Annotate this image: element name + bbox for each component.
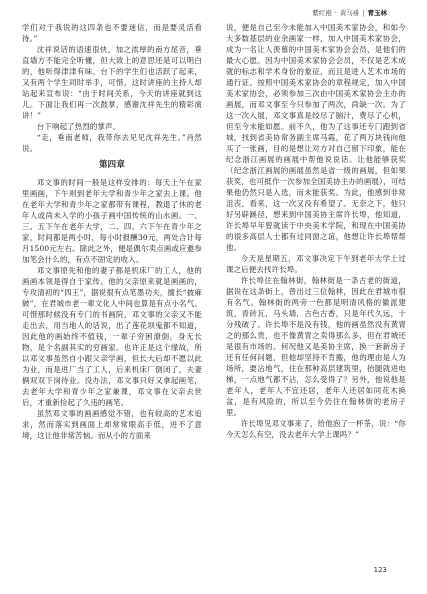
header-title-part2: 黄马褂 bbox=[339, 9, 360, 17]
paragraph: 许长埠住在翰林街，翰林街是一条古老的街道，据说在这条街上，曾出过三位翰林，因此在君城市很有名气。翰林街的两旁一色都是明清风格的徽派建筑，青砖瓦，马头墙，古色古香，只是年代久远，十分残破了。许长埠不是没有钱，他的画虽然没有黄胄之的那么贵，也不像黄胄之卖得那么多，但在君城还是很有市场的。何况他又是美协主席，换一套新房子还有任何问题，但他却坚持不肯搬，他的理由是人为场所，要沾地气，住在那种高层建筑里，抬腿就进电梯，一点地气都不沾，怎么受得了？另外，他说他是老年人，老年人不宜还居，老年人还居如同花木换盆，是有风险的，所以至今仍住在翰林街的老房子里。 bbox=[226, 276, 406, 417]
paragraph: 虽然邓文事的画画感觉不错，也有较高的艺术追求，然而落实到画面上却常常眼高手低，进不了意境，这让他非常苦恼。而从小的方面来 bbox=[22, 409, 202, 440]
right-column bbox=[226, 22, 406, 440]
paragraph: 邓文事的时间一般是这样安排的：每天上午在家里画画，下午则到老年大学和青少年之家去上课。他在老年大学和青少年之家都带有课程，教退了休的老年人或尚未入学的小孩子画中国传统的山水画。一、三、五下午在老年大学，二、四、六下午在青少年之家，时间都是两小时，每小时报酬30元，两处合计每月1500元左右。除此之外，便是偶尔卖点画或应邀参加笔会什么的，有点不固定的收入。 bbox=[22, 178, 202, 264]
paragraph: 今天是星期五，邓文事决定下午到老年大学上过课之后便去找许长埠。 bbox=[226, 254, 406, 274]
paragraph: 学们对于我说的这四条也不要迷信，而是要灵活看待。” bbox=[22, 23, 202, 43]
left-column bbox=[22, 22, 202, 441]
header-separator: | bbox=[362, 9, 365, 17]
paragraph: 说，便是自己至今未能加入中国美术家协会，和如今大多数基层的业余画家一样，加入中国美术家协会，成为一名让人羡慕的中国美术家协会会员，是他们的最大心愿。因为中国美术家协会会员，不仅是艺术成就的标志和学术身份的象征，而且是进入艺术市场的通行证。按照中国美术家协会的章程规定，加入中国美术家协会，必须参加三次由中国美术家协会主办的画展，而邓文事至今只参加了两次，尚缺一次。为了这一次入展，邓文事真是绞尽了脑汁，费尽了心机，但至今未能如愿。前不久，他为了这事还专门跑到省城，找到省美协常务副主席马霞，花了两万块钱向他买了一张画，目的是想让对方对自己留下印象，能在纪念浙江画展的画展中帮他说说话。让他能够获奖（纪念浙江画展的画展虽然是省一级的画展，但如果获奖，也可抵作一次参加全国美协主办的画展），可结果他仍然只是入选，而未能获奖。为此，他感到非常沮丧，看来，这一次又没有希望了。无奈之下，他只好另辟蹊径，想来到中国美协主席许长埠，他知道，许长埠早年曾就读于中央美术学院，和现在中国美协的很多高层人士都有过同窗之谊，他想让许长埠帮帮他。 bbox=[226, 23, 406, 252]
paragraph: 邓文事原先和他的妻子都是机床厂的工人，他的画画本领是得自于家传。他的父亲原来就是画画的，专攻清初的“四王”，据说很有点笔墨功夫，擅长“披麻皴”，在君城市老一辈文化人中间也算是有点小名气。可惜那时候没有专门的书画院，邓文事的父亲又不能走出去，用当地人的话说，出了莲花坝鬼都不知道，因此他的画始终不值钱，一辈子穷困潦倒，身无长物，是个名副其实的穷画家。也许正是这个缘故，所以邓文事虽然自小跟父亲学画，但长大后却不愿以此为业，而是进厂当了工人，后来机床厂倒闭了，夫妻俩双双下岗待业。没办法，邓文事只好又拿起画笔，去老年大学和青少年之家兼课，邓文事在父亲去世后，才重新捡起了久违的画笔。 bbox=[22, 266, 202, 407]
magazine-name: 青玉林 bbox=[367, 9, 387, 17]
page-number: 123 bbox=[373, 566, 387, 574]
running-header bbox=[312, 6, 387, 20]
paragraph: 台下响起了热烈的掌声。 bbox=[36, 122, 121, 131]
header-divider-1: · bbox=[334, 9, 337, 17]
header-title-part1: 紫红袍 bbox=[312, 9, 332, 17]
paragraph: 许长埠见邓文事来了，给他泡了一杯茶，说：“你今天怎么有空，没去老年大学上课吗？” bbox=[226, 419, 406, 439]
paragraph: “走，垂南老师，我带你去见见沈祥先生。”肖然说。 bbox=[22, 133, 202, 153]
chapter-heading: 第四章 bbox=[98, 160, 126, 170]
paragraph: 沈祥说话的语速很快，加之浓厚的南方尾音，垂直墙方不能完全听懂，但大致上的意思还是可以明白的，他听得津津有味。台下的学生们也活跃了起来，又有两个学生同时举手，可惜，这时讲座的主持人却站起来宣布说：“由于时间关系，今天的讲座就到这儿。下面让我们再一次鼓掌，感谢沈祥先生的精彩演讲！” bbox=[22, 45, 202, 120]
